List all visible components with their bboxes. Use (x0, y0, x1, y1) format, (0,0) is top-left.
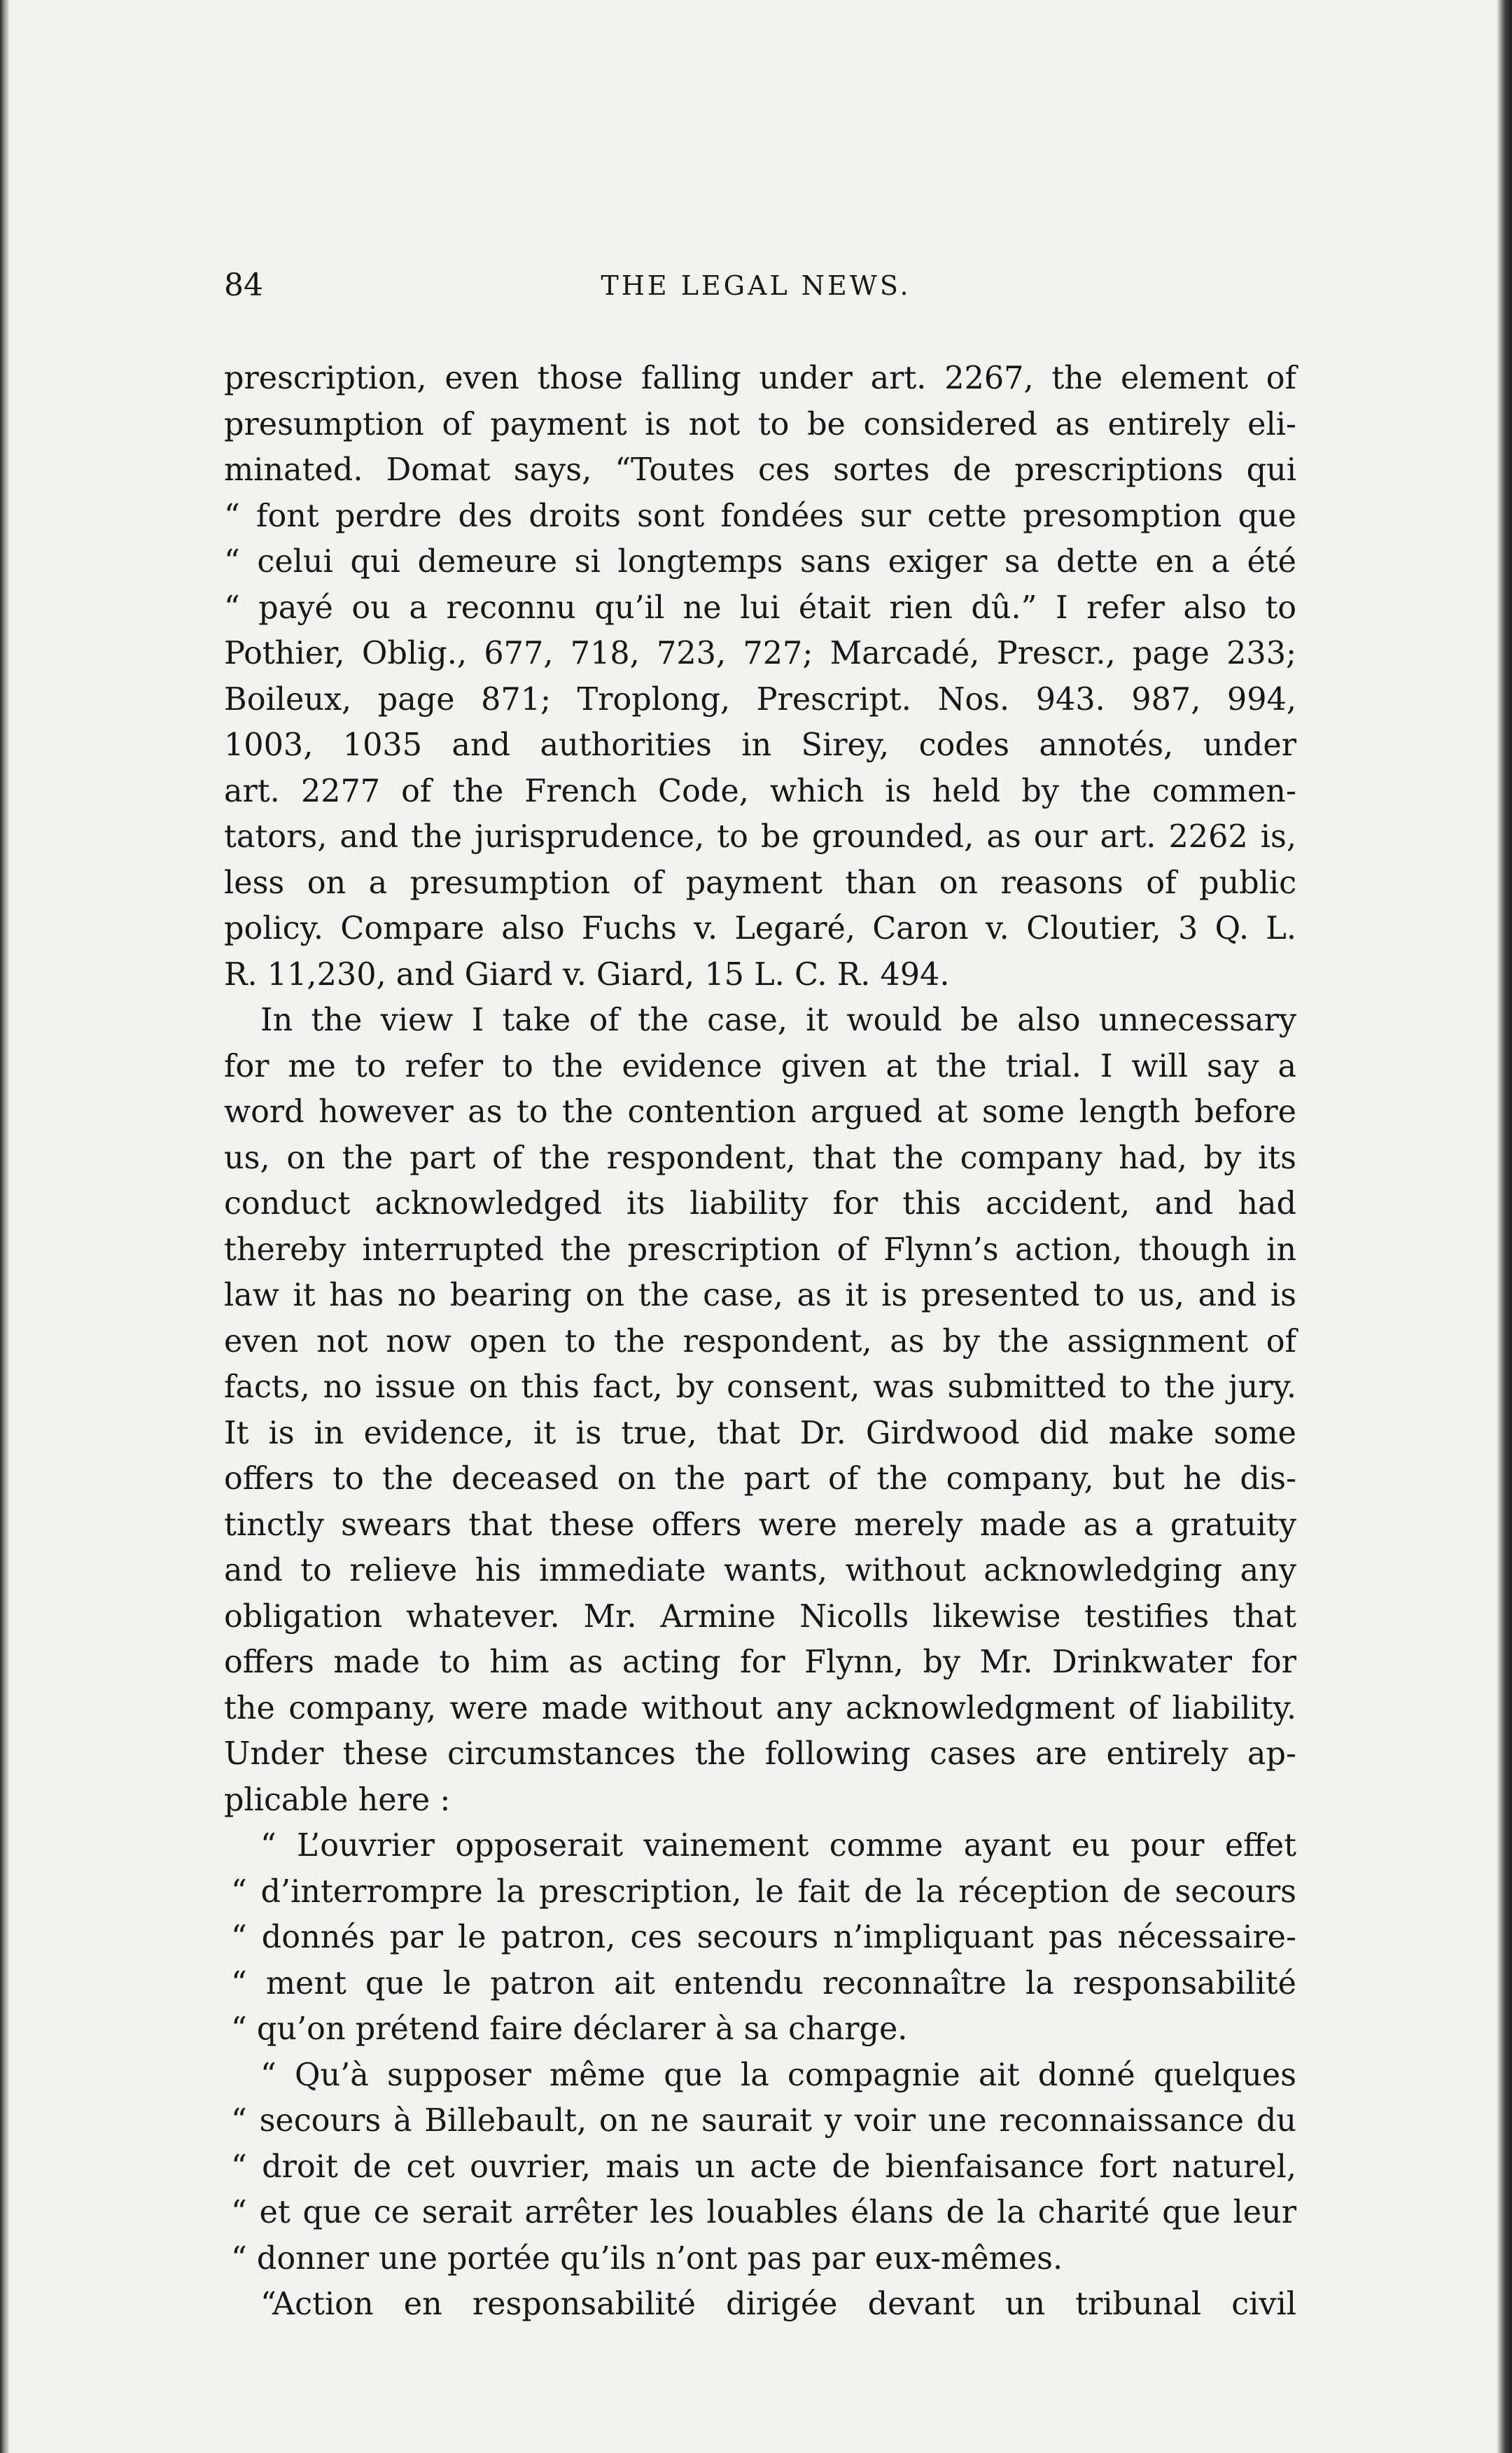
text-line: “ d’interrompre la prescription, le fait de la réception de secours (231, 1873, 1296, 1910)
text-line: “ ment que le patron ait entendu reconnaître la responsabilité (231, 1965, 1296, 2001)
text-line: facts, no issue on this fact, by consent, was submitted to the jury. (224, 1369, 1296, 1405)
text-line: Under these circumstances the following cases are entirely ap- (224, 1736, 1296, 1772)
text-line: plicable here : (224, 1782, 451, 1818)
page-header (224, 267, 1288, 316)
text-line: thereby interrupted the prescription of Flynn’s action, though in (224, 1231, 1296, 1268)
text-line: “Action en responsabilité dirigée devant un tribunal civil (260, 2286, 1296, 2322)
text-line: obligation whatever. Mr. Armine Nicolls likewise testifies that (224, 1598, 1296, 1635)
body-text (224, 356, 1296, 2328)
running-title: THE LEGAL NEWS. (601, 270, 911, 301)
text-line: presumption of payment is not to be considered as entirely eli- (224, 406, 1296, 442)
text-line: us, on the part of the respondent, that the company had, by its (224, 1140, 1296, 1176)
text-line: “ font perdre des droits sont fondées sur cette presomption que (224, 498, 1296, 534)
text-line: for me to refer to the evidence given at the trial. I will say a (224, 1048, 1296, 1084)
text-line: word however as to the contention argued at some length before (224, 1094, 1296, 1130)
text-line: R. 11,230, and Giard v. Giard, 15 L. C. R. 494. (224, 956, 950, 993)
text-line: “ donnés par le patron, ces secours n’impliquant pas nécessaire- (231, 1920, 1296, 1955)
page-edge-left (0, 0, 10, 2453)
text-line: “ Qu’à supposer même que la compagnie ait donné quelques (260, 2057, 1296, 2093)
text-line: prescription, even those falling under art. 2267, the element of (224, 361, 1296, 396)
text-line: “ donner une portée qu’ils n’ont pas par eux-mêmes. (231, 2240, 1063, 2277)
text-line: tators, and the jurisprudence, to be grounded, as our art. 2262 is, (224, 819, 1296, 855)
text-line: conduct acknowledged its liability for this accident, and had (224, 1186, 1296, 1222)
text-line: Pothier, Oblig., 677, 718, 723, 727; Marcadé, Prescr., page 233; (224, 636, 1296, 671)
text-line: 1003, 1035 and authorities in Sirey, codes annotés, under (224, 727, 1296, 763)
text-line: policy. Compare also Fuchs v. Legaré, Caron v. Cloutier, 3 Q. L. (224, 911, 1296, 946)
text-line: “ et que ce serait arrêter les louables élans de la charité que leur (231, 2195, 1296, 2230)
text-line: “ droit de cet ouvrier, mais un acte de bienfaisance fort naturel, (231, 2148, 1296, 2185)
text-line: offers made to him as acting for Flynn, by Mr. Drinkwater for (224, 1644, 1296, 1680)
text-line: “ payé ou a reconnu qu’il ne lui était rien dû.” I refer also to (224, 589, 1296, 626)
page-number: 84 (224, 267, 263, 303)
text-line: offers to the deceased on the part of the company, but he dis- (224, 1461, 1296, 1497)
text-line: tinctly swears that these offers were merely made as a gratuity (224, 1507, 1296, 1543)
text-line: even not now open to the respondent, as by the assignment of (224, 1323, 1296, 1360)
text-line: “ qu’on prétend faire déclarer à sa charge. (231, 2011, 908, 2047)
text-line: minated. Domat says, “Toutes ces sortes de prescriptions qui (224, 452, 1296, 488)
text-line: art. 2277 of the French Code, which is held by the commen- (224, 773, 1296, 809)
text-line: and to relieve his immediate wants, without acknowledging any (224, 1553, 1296, 1588)
text-line: “ secours à Billebault, on ne saurait y voir une reconnaissance du (231, 2103, 1296, 2139)
text-line: less on a presumption of payment than on reasons of public (224, 865, 1296, 901)
text-line: “ celui qui demeure si longtemps sans exiger sa dette en a été (224, 544, 1296, 580)
text-line: law it has no bearing on the case, as it is presented to us, and is (224, 1278, 1296, 1313)
text-line: “ L’ouvrier opposerait vainement comme ayant eu pour effet (260, 1828, 1296, 1864)
text-line: the company, were made without any acknowledgment of liability. (224, 1690, 1296, 1726)
text-line: In the view I take of the case, it would be also unnecessary (260, 1002, 1296, 1038)
text-line: It is in evidence, it is true, that Dr. Girdwood did make some (224, 1415, 1296, 1451)
text-line: Boileux, page 871; Troplong, Prescript. Nos. 943. 987, 994, (224, 681, 1296, 718)
page-edge-right (1497, 0, 1512, 2453)
